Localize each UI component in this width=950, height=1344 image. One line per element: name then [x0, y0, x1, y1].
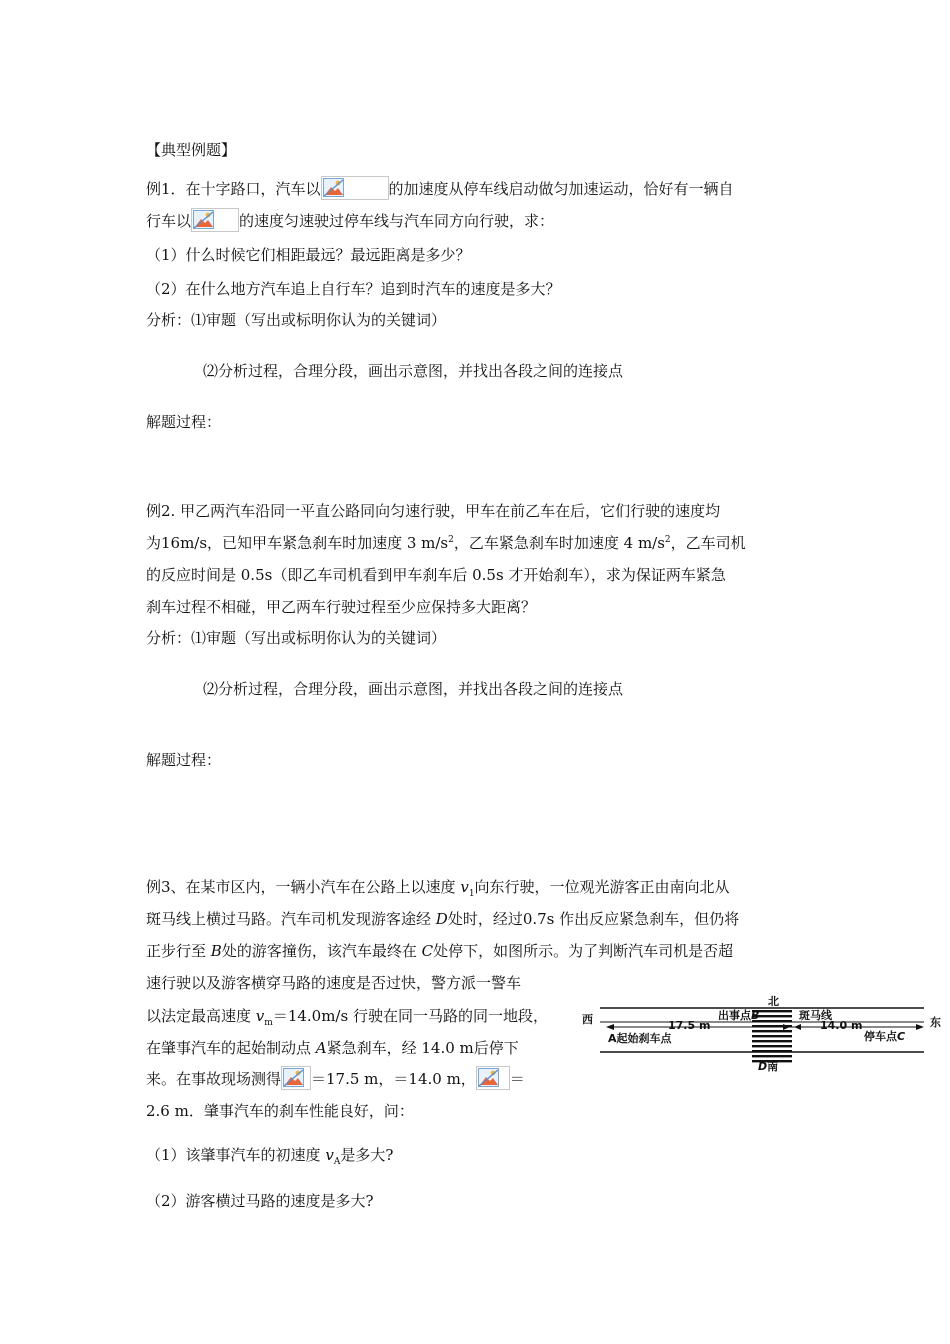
ex1-line1	[146, 176, 734, 200]
ex1-question-2: （2）在什么地方汽车追上自行车？追到时汽车的速度是多大？	[146, 280, 561, 298]
ex3-line2-b: 处时，经过0.7s 作出反应紧急刹车，但仍将	[447, 910, 740, 928]
ex3-var-vm: v	[255, 1007, 265, 1025]
ex1-line1-b: 的加速度从停车线启动做匀加速运动，恰好有一辆自	[388, 180, 734, 198]
ex3-line1-b: 向东行驶，一位观光游客正由南向北从	[474, 878, 730, 896]
ex3-line6	[146, 1038, 519, 1058]
label-dist-bc: 14.0 m	[820, 1019, 863, 1032]
arrow-b-left-icon	[783, 1024, 790, 1030]
ex3-point-c: C	[421, 942, 434, 960]
ex3-question-2: （2）游客横过马路的速度是多大?	[146, 1192, 374, 1210]
ex3-line1-a: 例3、在某市区内，一辆小汽车在公路上以速度	[146, 878, 461, 896]
ex3-var-va: v	[325, 1146, 334, 1164]
broken-image-icon	[321, 176, 389, 200]
ex3-line5	[146, 1006, 548, 1026]
ex3-line8: 2.6 m．肇事汽车的刹车性能良好，问：	[146, 1102, 414, 1120]
ex1-solution-label: 解题过程：	[146, 413, 222, 431]
ex3-line7	[146, 1066, 525, 1090]
label-stop-point: C	[897, 1030, 906, 1043]
ex2-line2-c: ，乙车司机	[670, 534, 746, 552]
broken-image-icon	[476, 1066, 510, 1090]
ex2-line4: 刹车过程不相碰，甲乙两车行驶过程至少应保持多大距离？	[146, 598, 537, 616]
ex2-line3: 的反应时间是 0.5s（即乙车司机看到甲车刹车后 0.5s 才开始刹车），求为保证两车紧急	[146, 566, 726, 584]
label-east: 东	[930, 1016, 941, 1029]
ex3-line2	[146, 909, 739, 929]
ex3-line1	[146, 877, 730, 897]
ex3-line5-b: ＝14.0m/s 行驶在同一马路的同一地段，	[272, 1007, 548, 1025]
label-stop-text: 停车点	[864, 1030, 897, 1043]
label-north: 北	[768, 995, 779, 1008]
ex2-line2-sup2: 2	[664, 535, 671, 545]
ex3-line4: 速行驶以及游客横穿马路的速度是否过快，警方派一警车	[146, 974, 522, 992]
ex3-line3	[146, 941, 733, 961]
ex3-question-1	[146, 1145, 393, 1165]
ex3-line3-c: 处停下，如图所示。为了判断汽车司机是否超	[433, 942, 734, 960]
broken-image-icon	[281, 1066, 311, 1090]
label-south-point: D	[758, 1060, 768, 1073]
arrow-left-icon	[606, 1024, 614, 1030]
ex3-point-d: D	[435, 910, 448, 928]
ex3-q1-a: （1）该肇事汽车的初速度	[146, 1146, 326, 1164]
label-accident	[718, 1008, 759, 1022]
broken-image-icon	[191, 208, 239, 232]
label-stop	[864, 1029, 905, 1043]
arrow-b-right-icon	[794, 1024, 801, 1030]
ex1-line2-b: 的速度匀速驶过停车线与汽车同方向行驶，求：	[239, 212, 555, 230]
ex3-line3-b: 处的游客撞伤，该汽车最终在	[221, 942, 422, 960]
label-south	[758, 1059, 778, 1073]
ex1-question-1: （1）什么时候它们相距最远？最远距离是多少？	[146, 246, 471, 264]
ex3-var-va-sub: A	[333, 1157, 341, 1167]
ex3-var-v1-sub: 1	[468, 889, 475, 899]
label-start-brake: A起始刹车点	[608, 1032, 672, 1045]
ex3-line2-a: 斑马线上横过马路。汽车司机发现游客途经	[146, 910, 436, 928]
ex2-line1: 例2. 甲乙两汽车沿同一平直公路同向匀速行驶，甲车在前乙车在后，它们行驶的速度均	[146, 502, 721, 520]
ex1-line1-a: 例1．在十字路口，汽车以	[146, 180, 321, 198]
label-dist-ab: 17.5 m	[668, 1019, 711, 1032]
ex2-solution-label: 解题过程：	[146, 751, 222, 769]
label-accident-point: B	[751, 1009, 760, 1022]
ex3-point-a: A	[315, 1039, 327, 1057]
ex3-line6-b: 紧急刹车，经 14.0 m后停下	[326, 1039, 519, 1057]
ex2-line2-sup1: 2	[448, 535, 454, 545]
ex3-line7-c: ＝14.0 m，	[393, 1070, 476, 1088]
arrow-right-icon	[916, 1024, 924, 1030]
ex3-line7-a: 来。在事故现场测得	[146, 1070, 282, 1088]
ex1-line2	[146, 208, 554, 232]
ex1-line2-a: 行车以	[146, 212, 192, 230]
label-accident-text: 出事点	[718, 1009, 751, 1022]
ex3-point-b: B	[210, 942, 222, 960]
ex3-q1-b: 是多大?	[340, 1146, 394, 1164]
ex3-line5-a: 以法定最高速度	[146, 1007, 256, 1025]
ex3-var-v1: v	[460, 878, 469, 896]
ex3-line7-d: ＝	[509, 1070, 525, 1088]
ex2-line2	[146, 533, 746, 553]
label-zebra: 斑马线	[799, 1009, 832, 1022]
label-south-text: 南	[767, 1060, 779, 1073]
ex2-analysis-2: ⑵分析过程，合理分段，画出示意图，并找出各段之间的连接点	[203, 680, 624, 698]
ex3-line3-a: 正步行至	[146, 942, 211, 960]
ex3-line7-b: ＝17.5 m，	[311, 1070, 394, 1088]
accident-diagram	[582, 995, 944, 1074]
ex3-line6-a: 在肇事汽车的起始制动点	[146, 1039, 316, 1057]
label-west: 西	[582, 1013, 593, 1026]
ex3-var-vm-sub: m	[264, 1018, 273, 1028]
section-title: 【典型例题】	[146, 141, 237, 159]
ex2-line2-a: 为16m/s，已知甲车紧急刹车时加速度 3 m/s	[146, 534, 449, 552]
ex1-analysis-1: 分析：⑴审题（写出或标明你认为的关键词）	[146, 311, 447, 329]
ex1-analysis-2: ⑵分析过程，合理分段，画出示意图，并找出各段之间的连接点	[203, 362, 624, 380]
ex2-line2-b: ，乙车紧急刹车时加速度 4 m/s	[453, 534, 665, 552]
ex2-analysis-1: 分析：⑴审题（写出或标明你认为的关键词）	[146, 629, 447, 647]
